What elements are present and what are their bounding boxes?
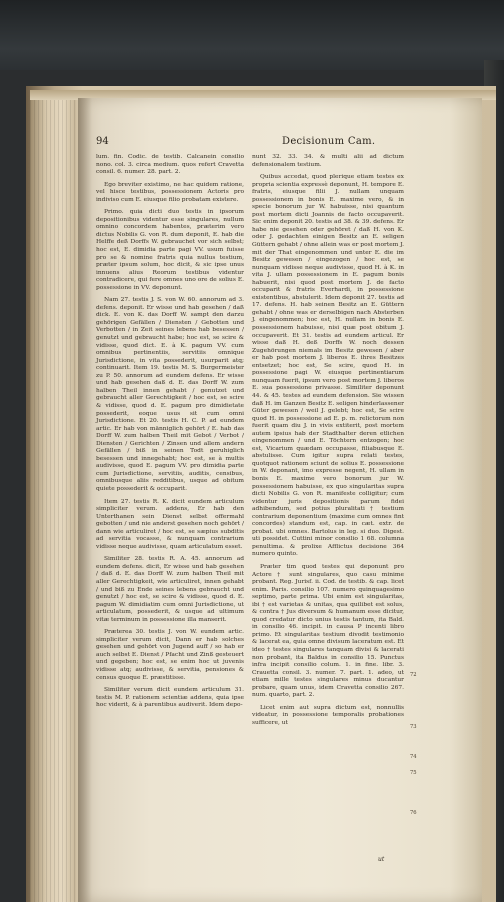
book-page: [78, 98, 482, 902]
paragraph: lum. fin. Codic. de testib. Calcanein consilio nono. col. 3. circa medium. quos refert Cravetta consil. 6. numer. 28. part. 2.: [96, 154, 244, 176]
paragraph: Similiter verum dicit eundem articulum 31. testis M. P. rationem scientiæ addens, quia ipse hoc viderit, & à parentibus audiverit. Idem depo-: [96, 687, 244, 709]
paragraph: Nam 27. testis J. S. von W. 60. annorum ad 3. defens. deponit. Er wisse und hab gesehen / daß dick. E. von K. das Dorff W. sampt den darzu gehörigen Gefällen / Diensten / Gebotten und Verbotten / in Zeit seines lebens hab besessen / genutzt und gebraucht habe; hoc est, se scire & vidisse, quod dict. E. à K. pagum VV. cum omnibus pertinentiis, servitiis omnique Jurisdictione, in vita possederit, usurparit atq; continuarit. Item 19. testis M. S. Burgermeister zu P. 50. annorum ad eundem defens. Er wisse und hab gesehen daß d. E. das Dorff W. zum halben Theil innen gehabt / genutzet und gebraucht aller Gerechtigkeit / hoc est, se scire & vidisse, quod d. E. pagum pro dimidietate possederit, eoque usus sit cum omni Jurisdictione. Et 20. testis H. C. P. ad eundem artic. Er hab von männiglich gehört / E. hab das Dorff W. zum halben Theil mit Gebot / Verbot / Diensten / Gerichten / Zinsen und allem andern Gefällen / biß in seinen Todt geruhiglich besessen und innegehabt; hoc est, se à multis audivisse, quod E. pagum VV. pro dimidia parte cum Jurisdictione, servitiis, auditis, censibus, omnibusque aliis redditibus, usque ad obitum quiete possederit & occuparit.: [96, 297, 244, 492]
page-edges: [30, 90, 76, 902]
dark-backdrop: [0, 0, 504, 70]
paragraph: Præter tim quod testes qui deponunt pro Actore † sunt singulares, quo casu minime probant. Reg. Jurisf. ii. Cod. de testib. & cap. licet enim. Paris. consilio 107. numero quinquagesimo septimo, parte prima. Ubi enim est singularitas, ibi † est varietas & unitas, qua quilibet est solus, & contra † Jus diversum & humanum esse dicitur, quod credatur dicto unius testis tantum, ita Bald. in consilio 46. incipit. in causa P incenti libro primo. Et singularitas testium divodit testimonio & lacerat ea, quia omne divisum laceratum est. Et ideo † testes singulares tanquam divisi & lacerati non probant, ita Baldus in consilio 15. Punctus infra incipit consilio colum. 1. in fine. libr. 3. Crauetta consil. 3. numer. 7. part. 1. adeo, ut etiam mille testes singulares minus ducantur probare, quam unus, idem Cravetta consilio 267. num. quarto, part. 2.: [252, 563, 404, 699]
margin-note: 73: [410, 724, 417, 730]
gutter-shadow: [78, 98, 92, 902]
paragraph: Primo. quia dicti duo testis in ipsorum depositionibus videntur esse singulares, nullum omnino concordem habentes, præterim vero dictus Nobilis G. von R. dum deponit, E. hab die Helffe deß Dorffs W. gebrauchet vor sich selbst; hoc est, E. dimidia parte pagi VV. usum fuisse pro se & nomine fratris quia nullus testium, præter ipsum solum, hoc dicit, & sic ipse unus innuens alius Reorum testibus videntur contradicere, qui fere omnes uno ore de solius E. possessione in VV. deponunt.: [96, 209, 244, 291]
paragraph: Item 27. testis R. K. dicit eundem articulum simpliciter verum. addens, Er hab den Unterthanen sein Dienst selbst offermahl gebotten / und nie anderst gesehen noch gehört / dann wie articuliret / hoc est, se sæpius subditis ad servitia vocasse, & nunquam contrarium vidisse neque audivisse, quam articulatum esset.: [96, 498, 244, 550]
paragraph: Licet enim aut supra dictum est, nonnullis videatur, in possessione temporalis probationes sufficere, ut: [252, 704, 404, 726]
right-text-column: [252, 154, 404, 732]
paragraph: Similiter 28. testis R. A. 45. annorum ad eundem defens. dicit, Er wisse und hab gesehen / daß d. E. das Dorff W. zum halben Theil mit aller Gerechtigkeit, wie articuliret, innen gehabt / und biß zu Ende seines lebens gebraucht und genutzt / hoc est, se scire & vidisse, quod d. E. pagum W. dimidiatim cum omni Jurisdictione, ut articulatum, possederit, & usque ad ultimum vitæ terminum in possessione illa manserit.: [96, 556, 244, 623]
running-head: Decisionum Cam.: [282, 136, 376, 147]
paragraph: nunt 32. 33. 34. & multi alii ad dictum defensionalem testium.: [252, 154, 404, 168]
paragraph: Quibus accedat, quod plerique etiam testes ex propria scientia expressè deponunt, H. tempore E. fratris, eiusque filii J. nullam unquam possessionem in bonis E. maxime vero, & in specie bonorum jur W. habuisse, nisi quantum post mortem dicti Joannis de facto occupaverit. Sic enim deponit 20. testis ad 38. & 39. defens. Er habe nie gesehen oder gehöret / daß H. von K. oder J. gedachten einigen Besitz an E. seligen Güttern gehabt / ohne allein was er post mortem J. mit der That eingenommen und unter E. die im Besitz gewesen / eingezogen / hoc est, se nunquam vidisse neque audivisse, quod H. à K. in vita J. ullam possessionem in E. pagum bonis habuerit, nisi quod post mortem J. de facto occuparit & fratris Everhardi, in possessione existentibus, abstulerit. Idem deponit 27. testis ad 17. defens. H. hab seinen Besitz an E. Güttern gehabt / ohne was er derselbigen nach Absterben J. eingenommen; hoc est, H. nullam in bonis E. possessionem habuisse, nisi quæ post obitum J. occupaverit. Et 31. testis ad eundem articul. Er wisse daß H. deß Dorffs W. noch dessen Zugehörungen niemals im Besitz gewesen / aber er hab post mortem J. liberos E. ihres Besitzes entsetzet; hoc est, Se scire, quod H. in possessione pagi W. eiusque pertinentiarum nunquam fuerit, ipsum vero post mortem J. liberos E. sua possessione privasse. Similiter deponunt 44. & 45. testes ad eundem defension. Sie wissen daß H. im Ganzen Besitz E. seligen hinderlassener Güter gewesen / weil J. gelebt; hoc est, Se scire quod H. in possessione ad E. p. m. relictorum non fuerit quam diu J. in vivis extiterit, post mortem autem ipsius hab der Stadthalter deren etlichen eingenommen / und E. Töchtern entzogen; hoc est, Vicarium quædam occupasse, filiabusque E. abstulisse. Cum igitur supra relati testes, quotquot rationem sciunt de solius E. possessione in W. deponant, imo expresse negent, H. ullam in bonis E. maxime vero bonorum jur W. possessionem habuisse, ex quo singularitas supra dicti Nobilis G. von R. manifeste colligitur; cum videntur juris depositionis parum fidei adhibendum, sed potius pluralitati † testium contrarium deponentium (maxime cum omnes fint concordes) standum est, cap. in cæt. extr. de probat. ubi omnes. Bartolus in leg. si duo. Digest. uti possidet. Cuttini minor consilio 1 68. columna penultima. & prolixe Afflictus decisione 364 numero quinto.: [252, 174, 404, 558]
margin-note: 72: [410, 672, 417, 678]
page-header: [96, 136, 460, 152]
margin-note: 75: [410, 770, 417, 776]
catchword: ut: [378, 856, 385, 863]
margin-note: 76: [410, 810, 417, 816]
paragraph: Ego breviter existimo, ne hac quidem ratione, vel hisce testibus, possessionem Actoris pro indiviso cum E. eiusque filio probatam existere.: [96, 181, 244, 203]
page-number: 94: [96, 136, 109, 147]
left-text-column: [96, 154, 244, 715]
margin-note: 74: [410, 754, 417, 760]
paragraph: Præterea 30. testis J. von W. eundem artic. simpliciter verum dicit, Dann er hab solches gesehen und gehört von Jugend auff / so hab er auch selbst E. Dienst / Pfacht und Zinß gesteuert und gegeben; hoc est, se enim hoc ut juvenis vidisse atq; audivisse, & servitia, pensiones & census quoque E. præstitisse.: [96, 629, 244, 681]
